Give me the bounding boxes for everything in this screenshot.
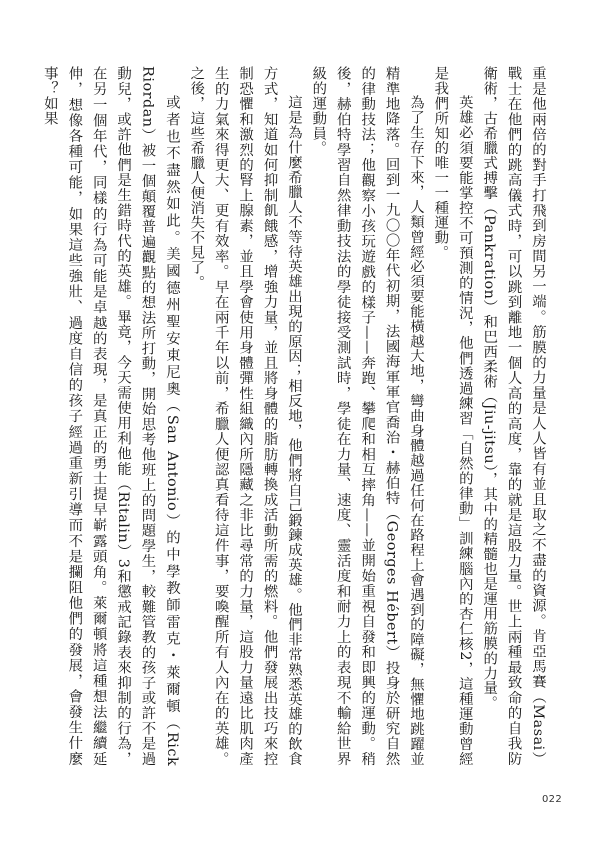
paragraph-1: 重是他兩倍的對手打飛到房間另一端。筋膜的力量是人人皆有並且取之不盡的資源。肯亞馬賽（Masai）戰士在他們的跳高儀式時，可以跳到離地一個人高的高度，靠的就是這股力量。世上兩種最致命的自我防衛術，古希臘式搏擊（Pankration）和巴西柔術（Jiu-jitsu），其中的精髓也是運用筋膜的力量。 <box>481 66 546 766</box>
paragraph-5: 或者也不盡然如此。美國德州聖安東尼奧（San Antonio）的中學教師雷克・萊爾頓（Rick Riordan）被一個顛覆普遍觀點的想法所打動，開始思考他班上的問題學生，較難管教的孩子或許不是過動兒，或許他們是生錯時代的英雄。畢竟，今天需使用利他能（Ritalin）3和懲戒記錄表來抑制的行為，在另一個年代，同樣的行為可能是卓越的表現，是真正的勇士提早嶄露頭角。萊爾頓將這種想法繼續延伸，想像各種可能，如果這些強壯、過度自信的孩子經過重新引導而不是攔阻他們的發展，會發生什麼事？如果 <box>41 66 180 766</box>
paragraph-3: 為了生存下來，人類曾經必須要能橫越大地，彎曲身體越過任何在路程上會遇到的障礙，無懼地跳躍並精準地降落。回到一九〇〇年代初期，法國海軍軍官喬治・赫伯特（Georges Hébert）投身於研究自然的律動技法；他觀察小孩玩遊戲的樣子——奔跑、攀爬和相互摔角——並開始重視自發和即興的運動。稍後，赫伯特學習自然律動技法的學徒接受測試時，學徒在力量、速度、靈活度和耐力上的表現不輸給世界級的運動員。 <box>310 66 424 766</box>
paragraph-4: 這是為什麼希臘人不等待英雄出現的原因；相反地，他們將自己鍛鍊成英雄。他們非常熟悉英雄的飲食方式，知道如何抑制飢餓感，增強力量，並且將身體的脂肪轉換成活動所需的燃料。他們發展出技巧來控制恐懼和激烈的腎上腺素，並且學會使用身體彈性組織內所隱藏之非比尋常的力量，這股力量遠比肌肉產生的力氣來得更大、更有效率。早在兩千年以前，希臘人便認真看待這件事，要喚醒所有人內在的英雄。之後，這些希臘人便消失不見了。 <box>188 66 302 766</box>
paragraph-2: 英雄必須要能掌控不可預測的情況，他們透過練習「自然的律動」訓練腦內的杏仁核2，這種運動曾經是我們所知的唯一一種運動。 <box>432 66 473 766</box>
vertical-text-body <box>37 66 550 766</box>
page-number: 022 <box>542 794 562 805</box>
